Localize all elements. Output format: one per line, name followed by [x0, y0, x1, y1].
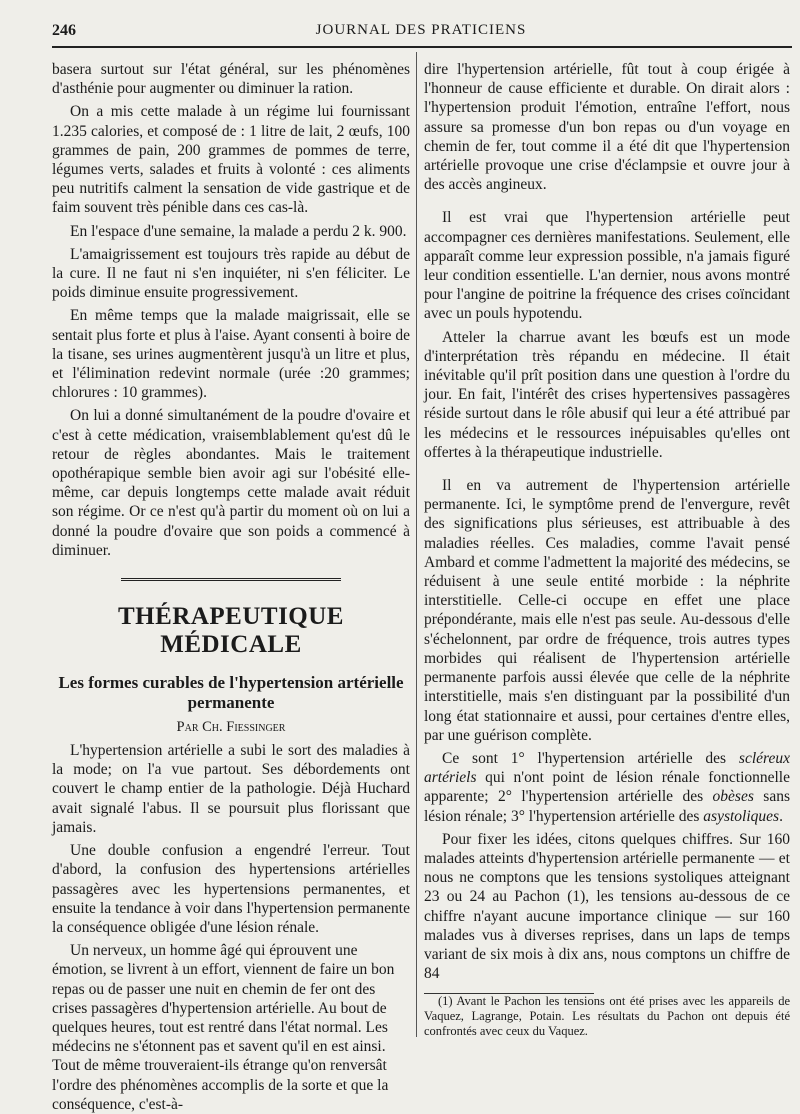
italic-term: obèses	[712, 788, 754, 806]
footnote: (1) Avant le Pachon les tensions ont été prises avec les appareils de Vaquez, Lagrange, Potain. Les résultats du Pachon ont depuis été confrontés avec ceux du Vaquez.	[424, 994, 790, 1039]
header-rule	[52, 46, 792, 48]
article-title: Les formes curables de l'hypertension artérielle permanente	[58, 673, 404, 713]
italic-term: asystoliques	[703, 807, 780, 825]
paragraph: On a mis cette malade à un régime lui fournissant 1.235 calories, et composé de : 1 litre de lait, 2 œufs, 100 grammes de pain, 200 grammes de pommes de terre, légumes verts, salades et fruits à volonté : ces aliments peu nutritifs calment la sensation de vide gastrique et de faim souvent très pénible dans ces cas-là.	[52, 103, 410, 217]
paragraph: Il est vrai que l'hypertension artérielle peut accompagner ces dernières manifestations. Seulement, elle apparaît comme leur expression possible, n'a jamais figuré leur condition essentielle. L'an dernier, nous avons montré pour l'angine de poitrine la fréquence des crises coïncidant avec un pouls hypotendu.	[424, 209, 790, 323]
paragraph: En même temps que la malade maigrissait, elle se sentait plus forte et plus à l'aise. Ayant consenti à boire de la tisane, ses urines augmentèrent jusqu'à un litre et plus, et l'élimination redevint normale (urée :20 grammes; chlorures : 10 grammes).	[52, 307, 410, 402]
paragraph: Il en va autrement de l'hypertension artérielle permanente. Ici, le symptôme prend de l'envergure, revêt des significations plus sérieuses, est attribuable à des maladies réelles. Ces maladies, comme l'avait pensé Ambard et comme l'admettent la majorité des médecins, se réduisent à une seule entité morbide : la néphrite interstitielle. Celle-ci occupe en effet une place prépondérante, mais elle n'est pas seule. Au-dessous d'elle s'échelonnent, par ordre de fréquence, trois autres types morbides qui réalisent de l'hypertension artérielle permanente parfois aussi élevée que celle de la néphrite interstitielle, mais s'en distinguant par la possibilité d'un long état stationnaire et aussi, pour certaines d'entre elles, par une guérison complète.	[424, 477, 790, 744]
paragraph: En l'espace d'une semaine, la malade a perdu 2 k. 900.	[70, 222, 407, 240]
paragraph	[424, 749, 790, 826]
column-divider	[416, 52, 417, 1037]
text-run: .	[779, 807, 783, 825]
page-number: 246	[52, 22, 76, 39]
italic-term: scléreux artériels	[424, 749, 790, 787]
right-column	[424, 60, 790, 1039]
section-divider	[121, 578, 341, 581]
paragraph: L'hypertension artérielle a subi le sort des maladies à la mode; on l'a vue partout. Ses débordements ont couvert le champ entier de la pathologie. Déjà Huchard avait signalé l'abus. Il se poursuit plus florissant que jamais.	[52, 742, 410, 836]
article-byline: Par Ch. Fiessinger	[176, 719, 286, 736]
paragraph: Un nerveux, un homme âgé qui éprouvent une émotion, se livrent à un effort, viennent de faire un bon repas ou de passer une nuit en chemin de fer ont des crises passagères d'hypertension artérielle. Au bout de quelques heures, tout est rentré dans l'état normal. Les médecins ne s'étonnent pas et savent qu'il en est ainsi. Tout de même trouveraient-ils étrange qu'on renversât l'ordre des phénomènes accomplis de la sorte et que la conséquence, c'est-à-	[52, 942, 395, 1113]
text-run: qui n'ont point de lésion rénale fonctionnelle apparente; 2° l'hypertension artérielle des	[424, 769, 790, 806]
text-run: Ce sont 1° l'hypertension artérielle des	[442, 749, 739, 767]
paragraph: basera surtout sur l'état général, sur les phénomènes d'asthénie pour augmenter ou diminuer la ration.	[52, 61, 410, 98]
text-run: sans lésion rénale; 3° l'hypertension artérielle des	[424, 788, 790, 825]
paragraph: On lui a donné simultanément de la poudre d'ovaire et c'est à cette médication, vraisemblablement qu'est dû le retour de règles abondantes. Mais le traitement opothérapique semble bien avoir agi sur l'obésité elle-même, car depuis longtemps cette malade avait réduit son régime. Or ce n'est qu'à partir du moment où on lui a donné la poudre d'ovaire que son poids a commencé à diminuer.	[52, 407, 410, 559]
section-title: THÉRAPEUTIQUE MÉDICALE	[118, 603, 344, 659]
paragraph: L'amaigrissement est toujours très rapide au début de la cure. Il ne faut ni s'en inquiéter, ni s'en féliciter. Le poids diminue ensuite progressivement.	[52, 245, 410, 302]
page-header	[52, 18, 790, 44]
paragraph: Pour fixer les idées, citons quelques chiffres. Sur 160 malades atteints d'hypertension artérielle permanente — et nous ne comptons que les tensions systoliques atteignant 23 ou 24 au Pachon (1), les tensions au-dessous de ce chiffre n'ayant aucune importance clinique — sur 160 malades vus à diverses reprises, dans un laps de temps variant de six mois à dix ans, nous comptons un chiffre de 84	[424, 830, 790, 983]
left-column	[52, 60, 410, 1114]
paragraph: Une double confusion a engendré l'erreur. Tout d'abord, la confusion des hypertensions artérielles passagères avec les hypertensions permanentes, et ensuite la tendance à voir dans l'hypertension permanente la conséquence obligée d'une lésion rénale.	[52, 842, 410, 936]
journal-title: JOURNAL DES PRATICIENS	[315, 22, 527, 38]
paragraph: dire l'hypertension artérielle, fût tout à coup érigée à l'honneur de cause efficiente et durable. On dirait alors : l'hypertension produit l'émotion, entraîne l'effort, nous assure sa promesse d'un bon repas ou d'un voyage en chemin de fer, tout comme il a été dit que l'hypertension artérielle provoque une crise d'éclampsie et ouvre jour à des accès angineux.	[424, 61, 790, 194]
paragraph: Atteler la charrue avant les bœufs est un mode d'interprétation très répandu en médecine. Il était inévitable qu'il prît position dans une question à l'ordre du jour. En fait, l'intérêt des crises hypertensives passagères réside surtout dans le rôle abusif qui leur a été attribué par les médecins et le ressources inépuisables qu'elles ont offertes à la thérapeutique industrielle.	[424, 328, 790, 461]
